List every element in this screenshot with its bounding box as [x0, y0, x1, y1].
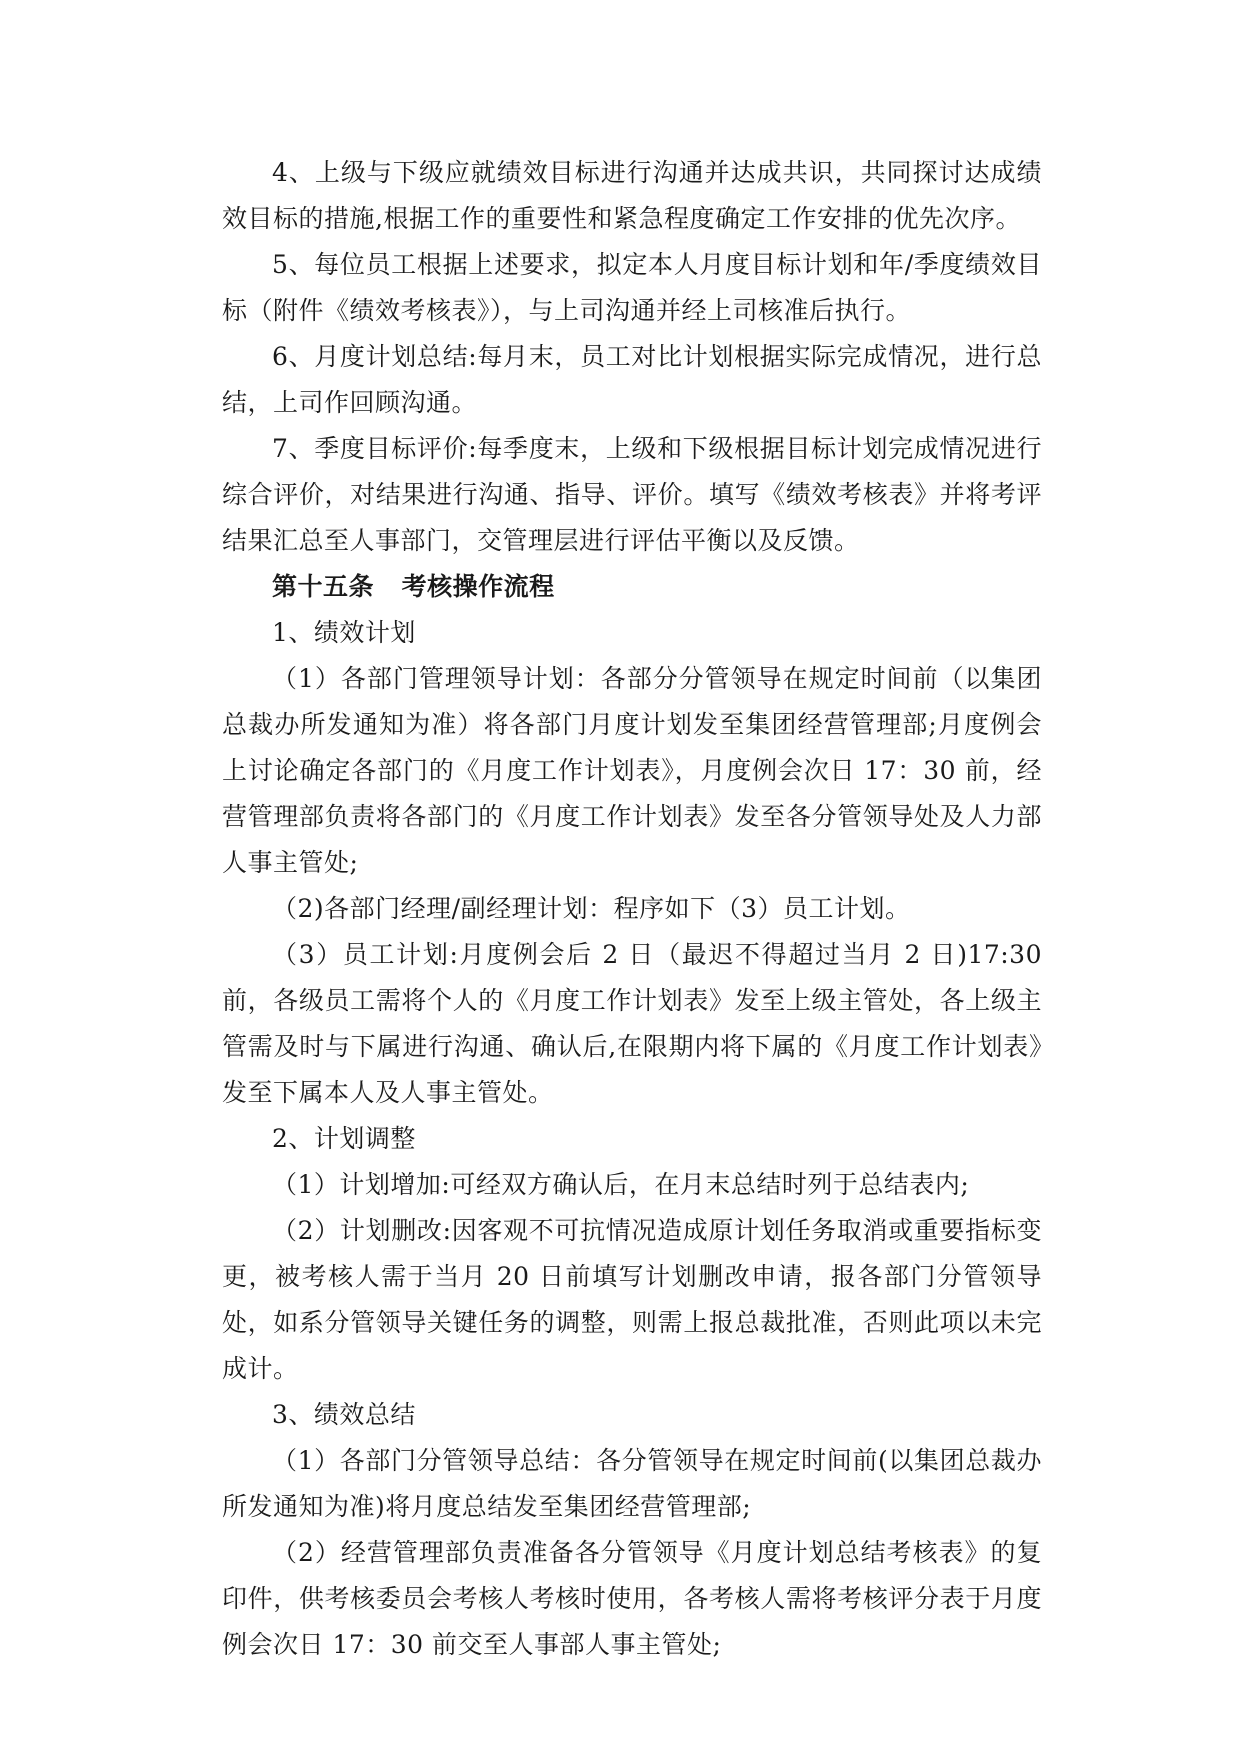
paragraph-plan-3: （3）员工计划:月度例会后 2 日（最迟不得超过当月 2 日)17:30 前，各级员工需将个人的《月度工作计划表》发至上级主管处，各上级主管需及时与下属进行沟通、确认后,在限期内将下属的《月度工作计划表》发至下属本人及人事主管处。 — [222, 940, 1051, 1107]
subsection-title-summary: 3、绩效总结 — [272, 1400, 416, 1429]
paragraph-plan-2: （2)各部门经理/副经理计划：程序如下（3）员工计划。 — [272, 894, 911, 923]
section-heading: 第十五条 考核操作流程 — [272, 572, 555, 601]
paragraph-adjust-1: （1）计划增加:可经双方确认后，在月末总结时列于总结表内; — [272, 1170, 970, 1199]
paragraph-summary-1: （1）各部门分管领导总结：各分管领导在规定时间前(以集团总裁办所发通知为准)将月度总结发至集团经营管理部; — [222, 1446, 1042, 1521]
paragraph-plan-1: （1）各部门管理领导计划：各部分分管领导在规定时间前（以集团总裁办所发通知为准）将各部门月度计划发至集团经营管理部;月度例会上讨论确定各部门的《月度工作计划表》，月度例会次日 17：30 前，经营管理部负责将各部门的《月度工作计划表》发至各分管领导处及人力部人事主管处; — [222, 664, 1042, 877]
document-page — [222, 150, 1051, 1668]
paragraph-summary-2: （2）经营管理部负责准备各分管领导《月度计划总结考核表》的复印件，供考核委员会考核人考核时使用，各考核人需将考核评分表于月度例会次日 17：30 前交至人事部人事主管处; — [222, 1538, 1042, 1659]
subsection-title-adjust: 2、计划调整 — [272, 1124, 416, 1153]
subsection-title-plan: 1、绩效计划 — [272, 618, 416, 647]
paragraph-item-6: 6、月度计划总结:每月末，员工对比计划根据实际完成情况，进行总结，上司作回顾沟通。 — [222, 342, 1042, 417]
paragraph-adjust-2: （2）计划删改:因客观不可抗情况造成原计划任务取消或重要指标变更，被考核人需于当月 20 日前填写计划删改申请，报各部门分管领导处，如系分管领导关键任务的调整，则需上报总裁批准，否则此项以未完成计。 — [222, 1216, 1042, 1383]
paragraph-item-4: 4、上级与下级应就绩效目标进行沟通并达成共识，共同探讨达成绩效目标的措施,根据工作的重要性和紧急程度确定工作安排的优先次序。 — [222, 158, 1042, 233]
paragraph-item-5: 5、每位员工根据上述要求，拟定本人月度目标计划和年/季度绩效目标（附件《绩效考核表》），与上司沟通并经上司核准后执行。 — [222, 250, 1042, 325]
paragraph-item-7: 7、季度目标评价:每季度末，上级和下级根据目标计划完成情况进行综合评价，对结果进行沟通、指导、评价。填写《绩效考核表》并将考评结果汇总至人事部门，交管理层进行评估平衡以及反馈。 — [222, 434, 1042, 555]
